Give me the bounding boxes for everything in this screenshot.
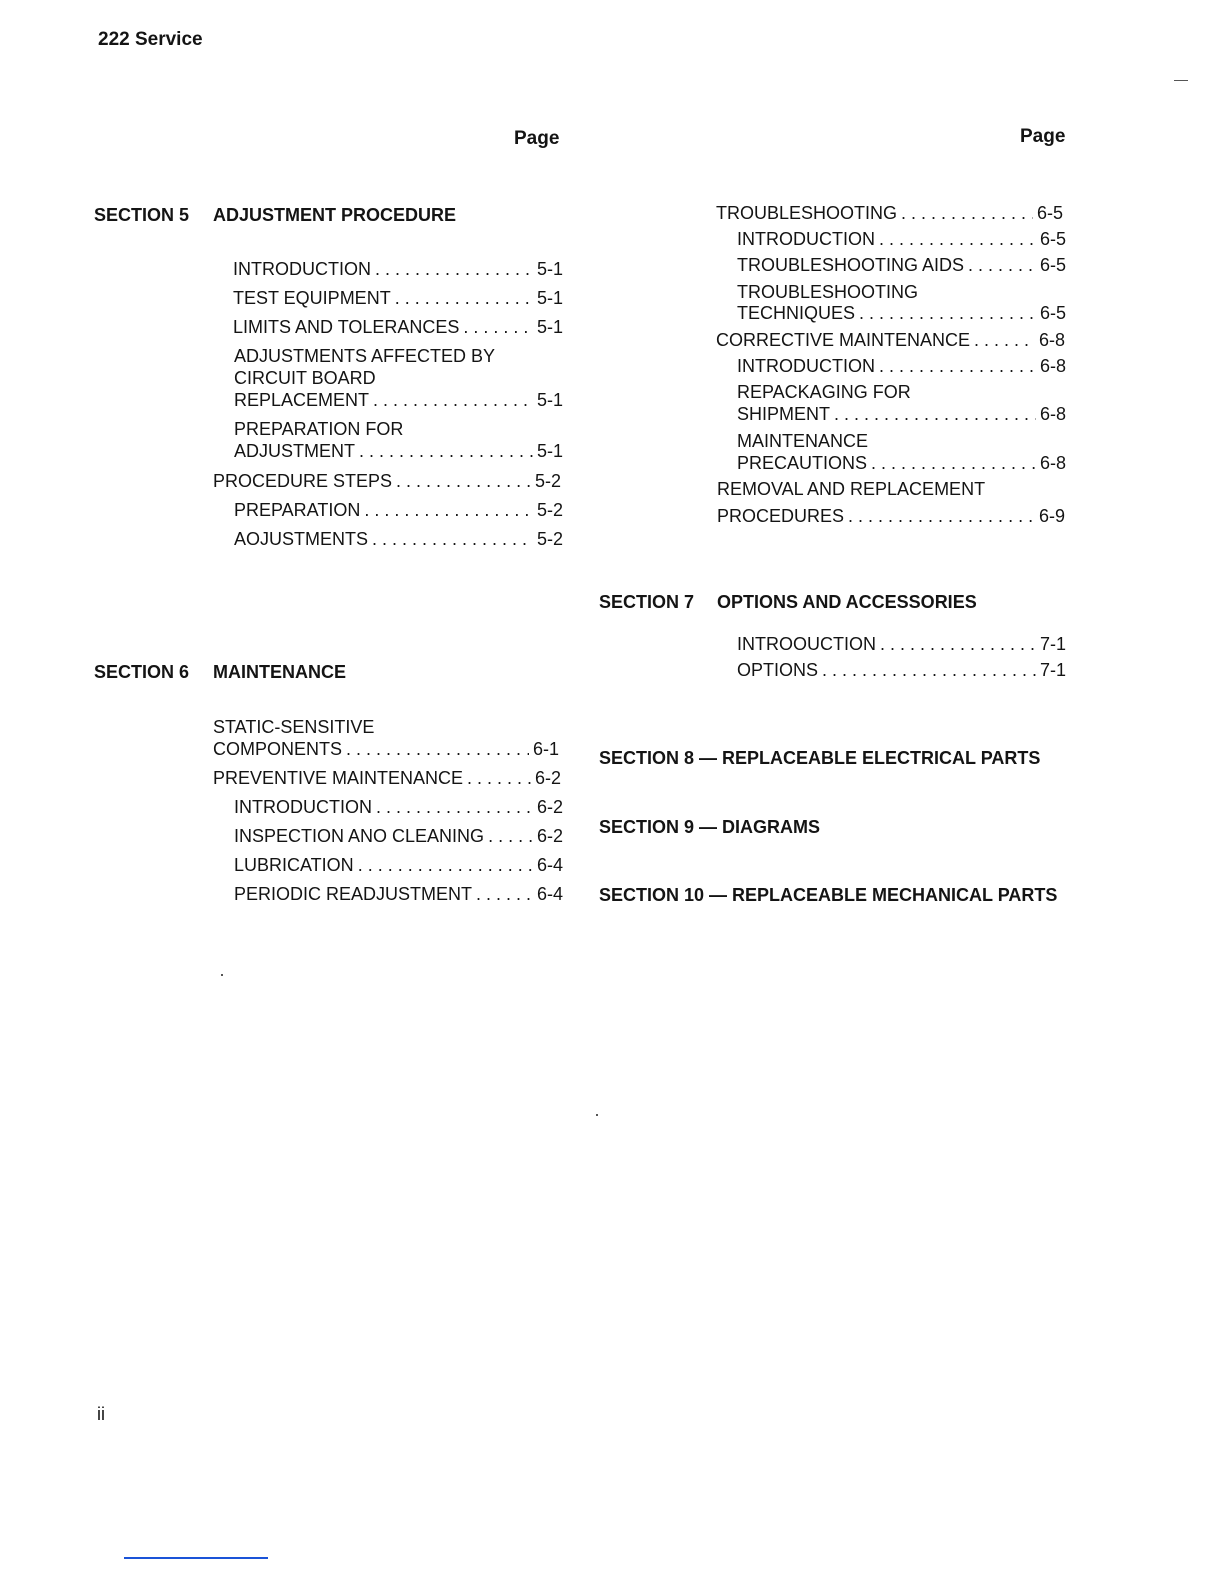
toc-entry-page: 5-1 xyxy=(536,288,563,308)
toc-entry-page: 6-5 xyxy=(1039,255,1066,275)
toc-entry-page: 5-2 xyxy=(536,500,563,520)
toc-entry[interactable] xyxy=(234,389,563,411)
toc-entry-label-line: PREPARATION FOR xyxy=(234,419,404,439)
toc-entry-page: 5-2 xyxy=(534,471,561,491)
toc-entry[interactable] xyxy=(737,633,1066,655)
toc-entry[interactable] xyxy=(233,258,563,280)
toc-entry-label: LIMITS AND TOLERANCES xyxy=(233,317,460,337)
running-header: 222 Service xyxy=(98,29,203,50)
toc-entry-page: 5-1 xyxy=(536,441,563,461)
toc-entry-label: INTRODUCTION xyxy=(737,229,875,249)
leader-dots xyxy=(463,316,533,338)
toc-entry-label: INTROOUCTION xyxy=(737,634,876,654)
leader-dots xyxy=(974,329,1035,351)
toc-entry-label-line: STATIC-SENSITIVE xyxy=(213,717,375,737)
toc-entry-label: COMPONENTS xyxy=(213,739,343,759)
toc-entry-label: ADJUSTMENT xyxy=(234,441,355,461)
toc-entry[interactable] xyxy=(234,440,563,462)
toc-entry-label-line: TROUBLESHOOTING xyxy=(737,282,919,302)
leader-dots xyxy=(871,452,1036,474)
leader-dots xyxy=(359,440,533,462)
toc-entry-page: 5-2 xyxy=(536,529,563,549)
scan-speck xyxy=(221,974,223,976)
scan-speck xyxy=(596,1114,598,1116)
leader-dots xyxy=(396,470,531,492)
leader-dots xyxy=(859,302,1036,324)
toc-entry-label: LUBRICATION xyxy=(234,855,354,875)
toc-entry-page: 5-1 xyxy=(536,317,563,337)
toc-entry[interactable] xyxy=(234,883,563,905)
toc-entry-label: PERIODIC READJUSTMENT xyxy=(234,884,473,904)
leader-dots xyxy=(879,228,1036,250)
toc-entry-page: 7-1 xyxy=(1039,660,1066,680)
toc-entry-page: 6-2 xyxy=(534,768,561,788)
toc-entry-label-line: CIRCUIT BOARD xyxy=(234,368,376,388)
toc-entry[interactable] xyxy=(234,528,563,550)
toc-entry-label: TROUBLESHOOTING AIDS xyxy=(737,255,965,275)
toc-entry-page: 6-8 xyxy=(1039,356,1066,376)
toc-entry-page: 6-4 xyxy=(536,884,563,904)
leader-dots xyxy=(375,258,533,280)
toc-entry-label: AOJUSTMENTS xyxy=(234,529,369,549)
toc-entry-label: PRECAUTIONS xyxy=(737,453,868,473)
toc-entry-page: 5-1 xyxy=(536,390,563,410)
toc-entry-page: 6-1 xyxy=(532,739,559,759)
toc-entry[interactable] xyxy=(717,505,1065,527)
toc-entry[interactable] xyxy=(737,355,1066,377)
leader-dots xyxy=(968,254,1036,276)
toc-entry-label: INTRODUCTION xyxy=(234,797,372,817)
toc-entry[interactable] xyxy=(234,825,563,847)
toc-entry[interactable] xyxy=(233,316,563,338)
toc-entry-label-line: ADJUSTMENTS AFFECTED BY xyxy=(234,346,496,366)
leader-dots xyxy=(395,287,533,309)
toc-entry-label: INTRODUCTION xyxy=(737,356,875,376)
section-7-title: OPTIONS AND ACCESSORIES xyxy=(717,592,977,612)
right-page-column-label: Page xyxy=(1020,126,1066,147)
leader-dots xyxy=(488,825,533,847)
toc-entry-page: 5-1 xyxy=(536,259,563,279)
toc-entry[interactable] xyxy=(716,329,1065,351)
section-5-number: SECTION 5 xyxy=(94,205,190,225)
toc-entry-page: 6-5 xyxy=(1039,303,1066,323)
leader-dots xyxy=(364,499,533,521)
toc-entry-label: TROUBLESHOOTING xyxy=(716,203,898,223)
leader-dots xyxy=(822,659,1036,681)
toc-entry[interactable] xyxy=(213,767,561,789)
leader-dots xyxy=(834,403,1036,425)
toc-entry-label: REPLACEMENT xyxy=(234,390,370,410)
section-8-heading[interactable]: SECTION 8 — REPLACEABLE ELECTRICAL PARTS xyxy=(599,748,1041,768)
section-5-title: ADJUSTMENT PROCEDURE xyxy=(213,205,457,225)
toc-entry[interactable] xyxy=(737,659,1066,681)
leader-dots xyxy=(376,796,533,818)
section-7-number: SECTION 7 xyxy=(599,592,695,612)
toc-entry[interactable] xyxy=(233,287,563,309)
toc-entry-page: 6-5 xyxy=(1036,203,1063,223)
toc-entry-label-line: REPACKAGING FOR xyxy=(737,382,911,402)
leader-dots xyxy=(476,883,533,905)
leader-dots xyxy=(346,738,529,760)
footer-rule xyxy=(124,1557,268,1559)
toc-entry-page: 6-4 xyxy=(536,855,563,875)
toc-entry-label-line: MAINTENANCE xyxy=(737,431,869,451)
toc-entry-page: 6-8 xyxy=(1039,453,1066,473)
left-page-column-label: Page xyxy=(514,128,560,149)
toc-entry-label: PREPARATION xyxy=(234,500,361,520)
leader-dots xyxy=(372,528,533,550)
leader-dots xyxy=(358,854,533,876)
toc-entry-label: OPTIONS xyxy=(737,660,819,680)
section-6-number: SECTION 6 xyxy=(94,662,190,682)
toc-entry-label: PREVENTIVE MAINTENANCE xyxy=(213,768,464,788)
toc-entry-page: 6-5 xyxy=(1039,229,1066,249)
toc-entry[interactable] xyxy=(737,254,1066,276)
toc-entry[interactable] xyxy=(213,738,559,760)
leader-dots xyxy=(373,389,533,411)
toc-entry-page: 6-8 xyxy=(1038,330,1065,350)
toc-entry-label: PROCEDURE STEPS xyxy=(213,471,393,491)
leader-dots xyxy=(848,505,1035,527)
toc-entry-label: INTRODUCTION xyxy=(233,259,371,279)
toc-entry-label: TEST EQUIPMENT xyxy=(233,288,391,308)
leader-dots xyxy=(880,633,1036,655)
toc-entry-label-line: REMOVAL AND REPLACEMENT xyxy=(717,479,986,499)
section-9-heading[interactable]: SECTION 9 — DIAGRAMS xyxy=(599,817,821,837)
toc-entry-label: CORRECTIVE MAINTENANCE xyxy=(716,330,971,350)
toc-entry-page: 7-1 xyxy=(1039,634,1066,654)
toc-entry-label: PROCEDURES xyxy=(717,506,845,526)
toc-entry-label: INSPECTION ANO CLEANING xyxy=(234,826,485,846)
toc-entry[interactable] xyxy=(737,403,1066,425)
toc-entry[interactable] xyxy=(737,452,1066,474)
toc-entry[interactable] xyxy=(737,228,1066,250)
toc-entry[interactable] xyxy=(213,470,561,492)
section-10-heading[interactable]: SECTION 10 — REPLACEABLE MECHANICAL PARTS xyxy=(599,885,1058,905)
page-number: ii xyxy=(97,1404,105,1424)
section-6-title: MAINTENANCE xyxy=(213,662,346,682)
toc-entry-page: 6-8 xyxy=(1039,404,1066,424)
toc-entry-page: 6-9 xyxy=(1038,506,1065,526)
leader-dots xyxy=(879,355,1036,377)
leader-dots xyxy=(901,202,1033,224)
toc-entry[interactable] xyxy=(737,302,1066,324)
toc-entry-page: 6-2 xyxy=(536,826,563,846)
toc-entry-label: TECHNIQUES xyxy=(737,303,856,323)
leader-dots xyxy=(467,767,531,789)
scan-speck xyxy=(1174,80,1188,81)
toc-entry[interactable] xyxy=(234,854,563,876)
toc-entry[interactable] xyxy=(716,202,1063,224)
toc-entry[interactable] xyxy=(234,499,563,521)
toc-entry-page: 6-2 xyxy=(536,797,563,817)
toc-entry-label: SHIPMENT xyxy=(737,404,831,424)
toc-entry[interactable] xyxy=(234,796,563,818)
